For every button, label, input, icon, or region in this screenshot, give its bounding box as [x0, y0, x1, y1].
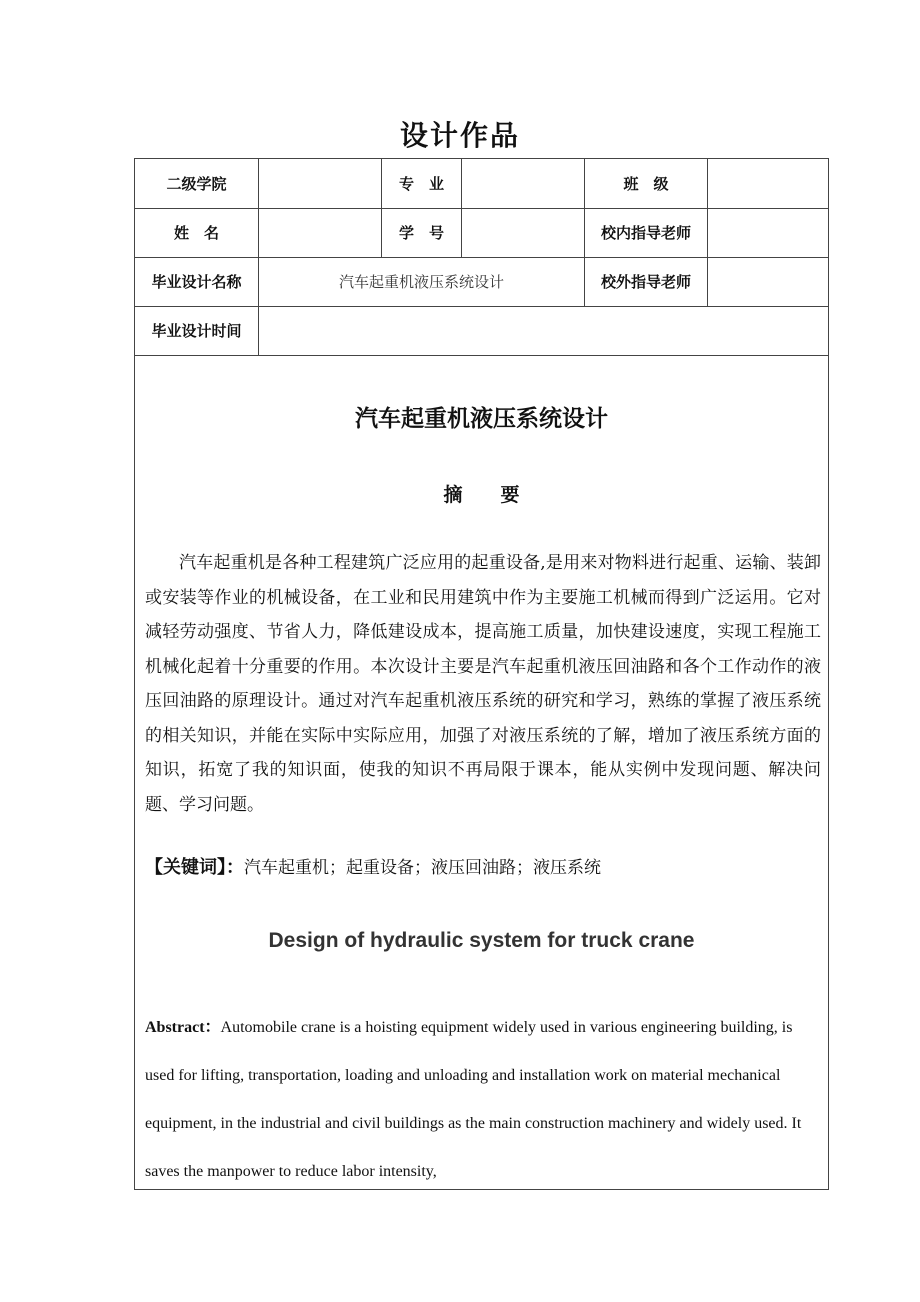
design-time-label: 毕业设计时间 [151, 322, 242, 340]
page-title: 设计作品 [399, 119, 520, 152]
student-id-field[interactable] [462, 208, 584, 257]
design-name-field[interactable]: 汽车起重机液压系统设计 [338, 273, 504, 291]
college-field[interactable] [259, 159, 381, 208]
abstract-english-text: Automobile crane is a hoisting equipment widely used in various engineering building, is used for lifting, transportation, loading and unloading and installation work on material mechanical equipment, in the industrial and civil buildings as the main construction machinery and widely used. It saves the manpower to reduce labor intensity, [145, 1019, 802, 1180]
outer-advisor-label: 校外指导老师 [600, 273, 691, 291]
english-title: Design of hydraulic system for truck crane [268, 929, 695, 952]
name-label: 姓 名 [173, 224, 219, 242]
class-label: 班 级 [623, 175, 669, 193]
inner-advisor-field[interactable] [708, 208, 828, 257]
abstract-heading: 摘 要 [443, 484, 520, 506]
thesis-title: 汽车起重机液压系统设计 [355, 406, 608, 432]
design-time-field[interactable] [259, 306, 828, 355]
college-label: 二级学院 [166, 175, 227, 193]
abstract-english [145, 1004, 821, 1196]
major-field[interactable] [462, 159, 584, 208]
form-row-1 [135, 159, 828, 209]
keywords-text: 汽车起重机；起重设备；液压回油路；液压系统 [244, 858, 601, 878]
form-row-4 [135, 306, 828, 356]
keywords-label: 【关键词】： [145, 857, 244, 878]
abstract-chinese: 汽车起重机是各种工程建筑广泛应用的起重设备,是用来对物料进行起重、运输、装卸或安装等作业的机械设备，在工业和民用建筑中作为主要施工机械而得到广泛运用。它对减轻劳动强度、节省人力，降低建设成本，提高施工质量，加快建设速度，实现工程施工机械化起着十分重要的作用。本次设计主要是汽车起重机液压回油路和各个工作动作的液压回油路的原理设计。通过对汽车起重机液压系统的研究和学习，熟练的掌握了液压系统的相关知识，并能在实际中实际应用，加强了对液压系统的了解，增加了液压系统方面的知识，拓宽了我的知识面，使我的知识不再局限于课本，能从实例中发现问题、解决问题、学习问题。 [145, 553, 821, 815]
abstract-english-label: Abstract： [145, 1019, 221, 1036]
design-form [134, 158, 829, 1190]
major-label: 专 业 [398, 175, 444, 193]
outer-advisor-field[interactable] [708, 257, 828, 306]
student-id-label: 学 号 [398, 224, 444, 242]
keywords-line [145, 853, 601, 879]
design-name-label: 毕业设计名称 [151, 273, 242, 291]
inner-advisor-label: 校内指导老师 [600, 224, 691, 242]
class-field[interactable] [708, 159, 828, 208]
name-field[interactable] [259, 208, 381, 257]
form-row-3 [135, 257, 828, 307]
form-row-2 [135, 208, 828, 258]
